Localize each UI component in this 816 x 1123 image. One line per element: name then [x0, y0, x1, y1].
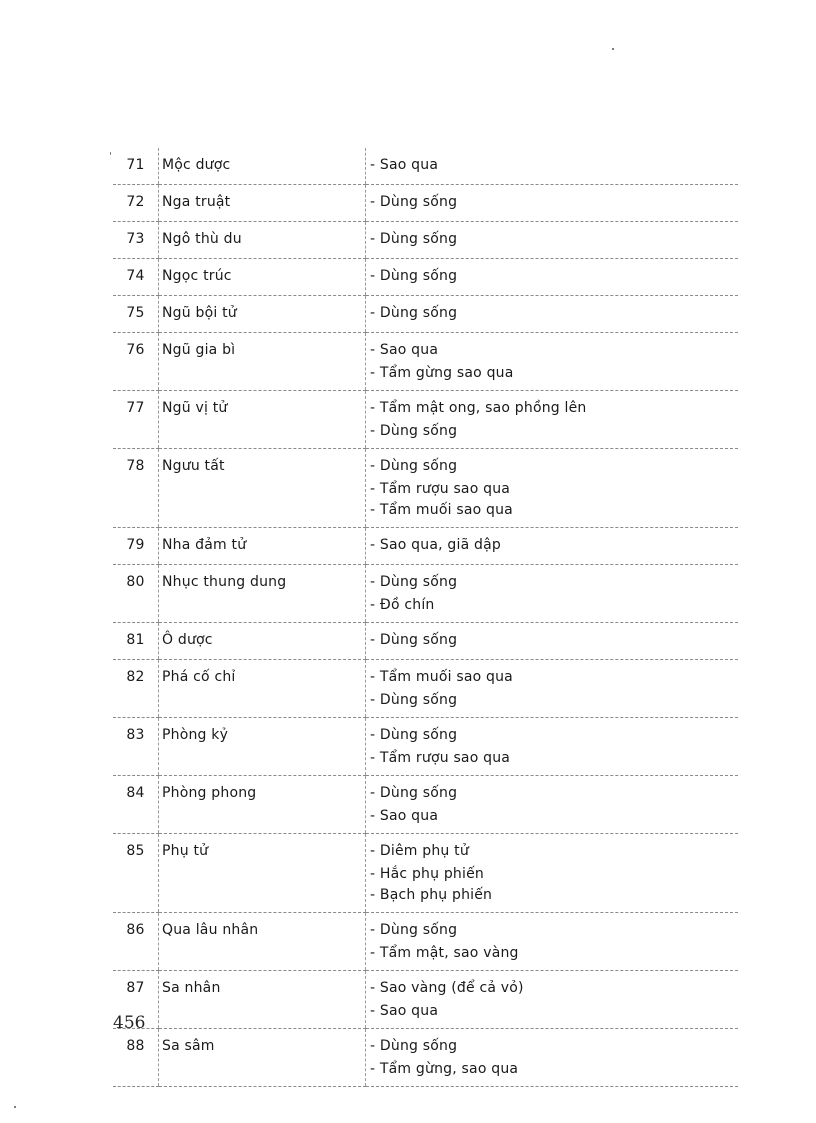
table-row [113, 565, 738, 623]
processing-method: - Dùng sống [370, 1038, 458, 1054]
processing-methods [366, 834, 739, 913]
processing-methods [366, 259, 739, 296]
processing-method: - Dùng sống [370, 458, 458, 474]
processing-methods [366, 333, 739, 391]
processing-method: - Dùng sống [370, 727, 458, 743]
row-number: 76 [113, 333, 159, 391]
herb-processing-table [113, 148, 738, 1087]
processing-methods [366, 971, 739, 1029]
row-number: 74 [113, 259, 159, 296]
processing-method: - Sao vàng (để cả vỏ) [370, 980, 524, 996]
herb-name: Phá cố chỉ [159, 660, 366, 718]
processing-method: - Dùng sống [370, 785, 458, 801]
row-number: 85 [113, 834, 159, 913]
row-number: 87 [113, 971, 159, 1029]
row-number: 73 [113, 222, 159, 259]
processing-method: - Dùng sống [370, 231, 458, 247]
row-number: 78 [113, 449, 159, 528]
processing-method: - Tẩm mật ong, sao phồng lên [370, 400, 587, 416]
row-number: 75 [113, 296, 159, 333]
processing-method: - Dùng sống [370, 268, 458, 284]
herb-name: Ô dược [159, 623, 366, 660]
processing-methods [366, 391, 739, 449]
processing-method: - Tẩm gừng, sao qua [370, 1061, 519, 1077]
herb-name: Ngưu tất [159, 449, 366, 528]
processing-method: - Sao qua [370, 157, 439, 173]
scan-speck [110, 152, 111, 155]
row-number: 86 [113, 913, 159, 971]
processing-method: - Tẩm mật, sao vàng [370, 945, 519, 961]
page-number: 456 [113, 1013, 146, 1033]
processing-methods [366, 623, 739, 660]
herb-name: Phụ tử [159, 834, 366, 913]
row-number: 88 [113, 1029, 159, 1087]
processing-method: - Bạch phụ phiến [370, 887, 493, 903]
table-row [113, 296, 738, 333]
table-row [113, 1029, 738, 1087]
row-number: 77 [113, 391, 159, 449]
table-row [113, 259, 738, 296]
processing-methods [366, 449, 739, 528]
processing-methods [366, 148, 739, 185]
herb-name: Ngô thù du [159, 222, 366, 259]
herb-name: Phòng kỷ [159, 718, 366, 776]
processing-method: - Tẩm rượu sao qua [370, 750, 511, 766]
herb-name: Nhục thung dung [159, 565, 366, 623]
processing-method: - Dùng sống [370, 692, 458, 708]
processing-method: - Sao qua, giã dập [370, 537, 501, 553]
herb-name: Ngọc trúc [159, 259, 366, 296]
processing-method: - Dùng sống [370, 574, 458, 590]
herb-name: Ngũ gia bì [159, 333, 366, 391]
scan-speck [612, 48, 614, 50]
herb-name: Nha đảm tử [159, 528, 366, 565]
row-number: 84 [113, 776, 159, 834]
processing-methods [366, 660, 739, 718]
table-row [113, 391, 738, 449]
herb-name: Ngũ bội tử [159, 296, 366, 333]
herb-name: Sa sâm [159, 1029, 366, 1087]
table-row [113, 528, 738, 565]
herb-name: Nga truật [159, 185, 366, 222]
processing-methods [366, 913, 739, 971]
processing-method: - Hắc phụ phiến [370, 866, 484, 882]
herb-name: Ngũ vị tử [159, 391, 366, 449]
processing-methods [366, 776, 739, 834]
row-number: 80 [113, 565, 159, 623]
row-number: 82 [113, 660, 159, 718]
processing-method: - Sao qua [370, 808, 439, 824]
row-number: 72 [113, 185, 159, 222]
herb-name: Sa nhân [159, 971, 366, 1029]
table-row [113, 834, 738, 913]
processing-method: - Dùng sống [370, 305, 458, 321]
table-row [113, 660, 738, 718]
processing-method: - Tẩm rượu sao qua [370, 481, 511, 497]
processing-methods [366, 296, 739, 333]
row-number: 79 [113, 528, 159, 565]
processing-methods [366, 528, 739, 565]
table-body [113, 148, 738, 1087]
processing-method: - Tẩm gừng sao qua [370, 365, 514, 381]
processing-method: - Đồ chín [370, 597, 435, 613]
processing-method: - Diêm phụ tử [370, 843, 469, 859]
processing-methods [366, 185, 739, 222]
processing-method: - Dùng sống [370, 922, 458, 938]
table-row [113, 913, 738, 971]
row-number: 81 [113, 623, 159, 660]
table-row [113, 971, 738, 1029]
processing-methods [366, 1029, 739, 1087]
herb-name: Qua lâu nhân [159, 913, 366, 971]
processing-method: - Sao qua [370, 342, 439, 358]
table-row [113, 333, 738, 391]
processing-method: - Tẩm muối sao qua [370, 669, 513, 685]
herb-name: Phòng phong [159, 776, 366, 834]
herb-name: Mộc dược [159, 148, 366, 185]
table-row [113, 449, 738, 528]
table-row [113, 222, 738, 259]
processing-method: - Tẩm muối sao qua [370, 502, 513, 518]
table-row [113, 776, 738, 834]
table-row [113, 185, 738, 222]
table-row [113, 148, 738, 185]
table-row [113, 623, 738, 660]
processing-method: - Sao qua [370, 1003, 439, 1019]
table-row [113, 718, 738, 776]
processing-method: - Dùng sống [370, 423, 458, 439]
processing-method: - Dùng sống [370, 194, 458, 210]
processing-methods [366, 222, 739, 259]
processing-methods [366, 565, 739, 623]
processing-method: - Dùng sống [370, 632, 458, 648]
scan-speck [14, 1106, 16, 1108]
row-number: 83 [113, 718, 159, 776]
row-number: 71 [113, 148, 159, 185]
processing-methods [366, 718, 739, 776]
